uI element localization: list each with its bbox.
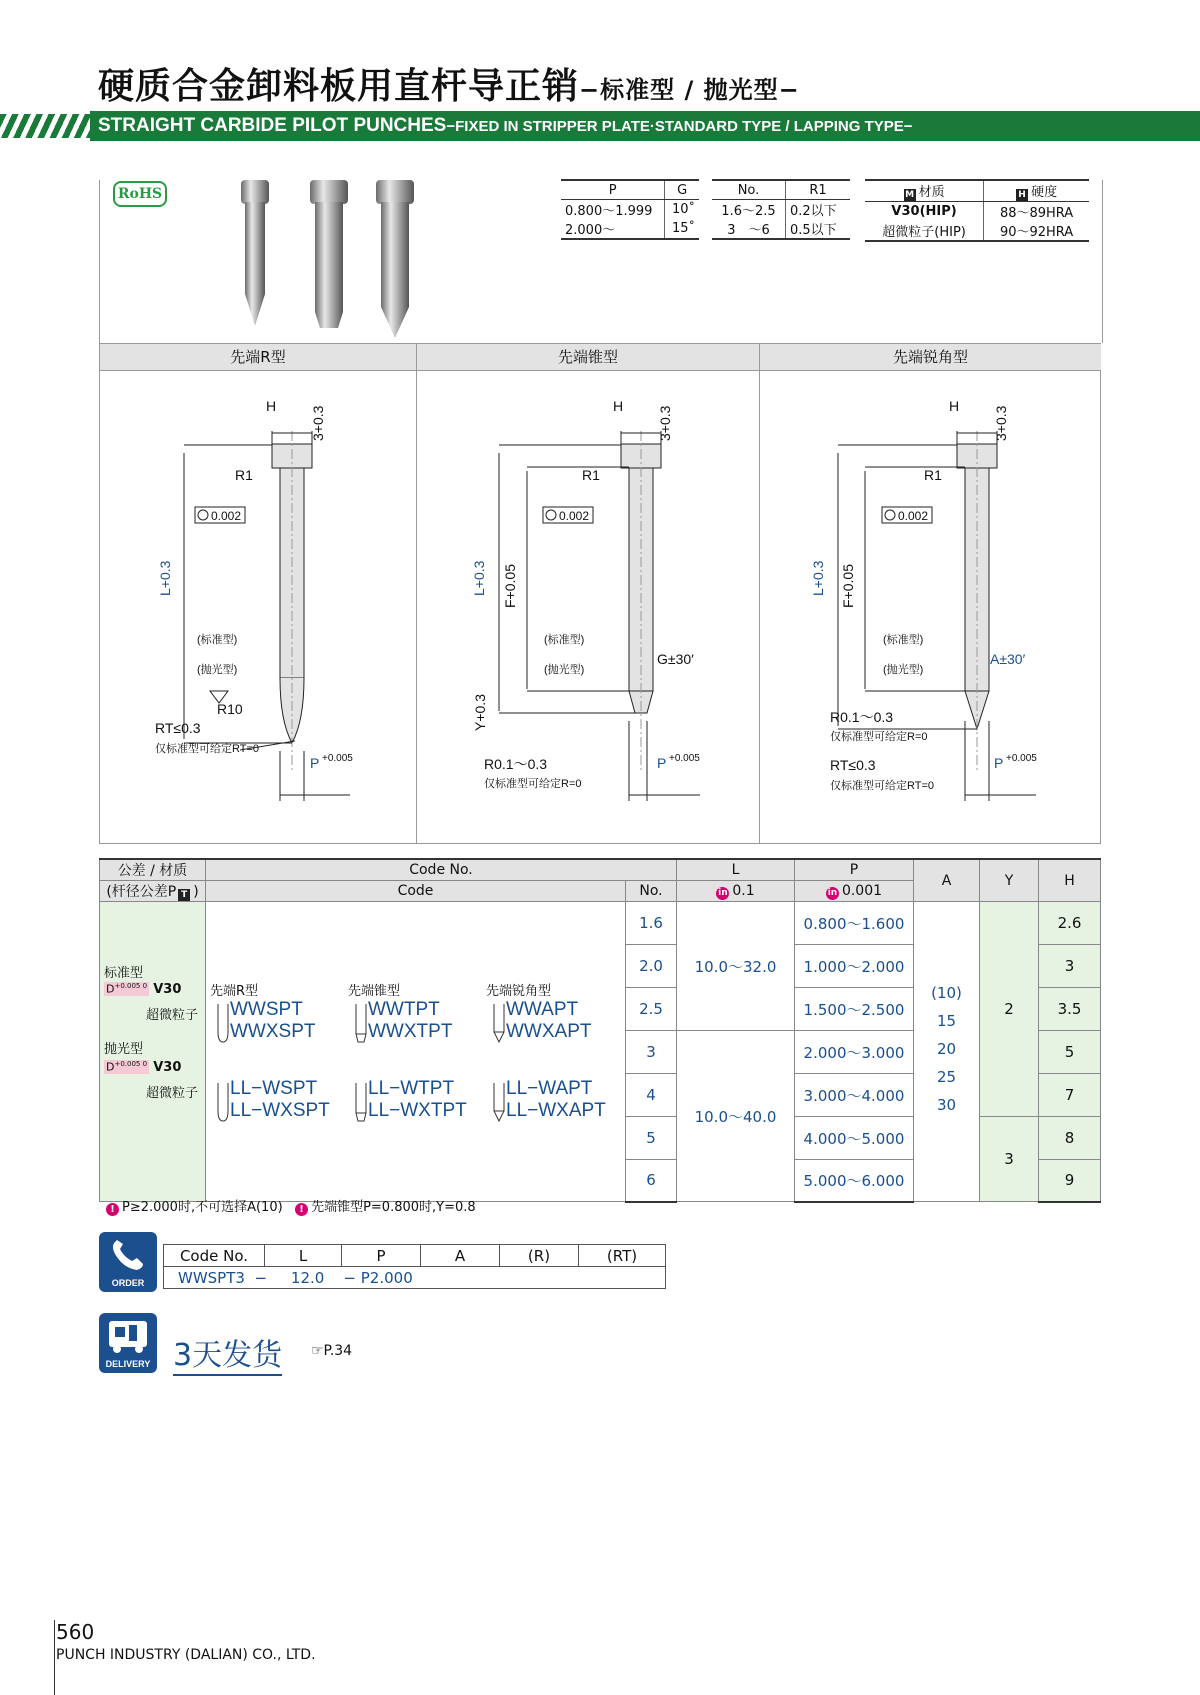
y-value-cell: 3 xyxy=(980,1117,1039,1202)
sharp-tip-icon xyxy=(492,1004,506,1044)
dim-p-tol: +0.005 xyxy=(322,753,353,764)
product-photo xyxy=(230,176,420,342)
header-p: P xyxy=(795,859,914,881)
drawing-r-type xyxy=(100,371,416,844)
type-label-sharp: 先端锐角型 xyxy=(486,984,552,999)
cell: 0.5以下 xyxy=(785,219,850,239)
code-group-lap-sharp xyxy=(506,1078,606,1122)
p-range-cell: 3.000～4.000 xyxy=(795,1074,914,1117)
cell: 15˚ xyxy=(665,219,699,239)
d-tol: +0.005 0 xyxy=(114,981,148,990)
page-number: 560 xyxy=(56,1620,95,1644)
note-standard: (标准型) xyxy=(883,634,924,646)
code-group-lap-r xyxy=(230,1078,330,1122)
cell: 10˚ xyxy=(665,200,699,220)
header-shank-label: (杆径公差P xyxy=(106,884,177,900)
dim-3: 3+0.3 xyxy=(657,405,673,441)
cell: 3 ～6 xyxy=(712,219,785,239)
drawing-taper-type xyxy=(417,371,759,844)
header-p-unit xyxy=(795,881,914,902)
phone-icon xyxy=(99,1232,157,1276)
header-no: No. xyxy=(712,180,785,200)
l-range-cell: 10.0～40.0 xyxy=(677,1031,795,1202)
dim-p: P xyxy=(994,755,1004,771)
note-rt: 仅标准型可给定RT=0 xyxy=(155,743,260,755)
note-standard: (标准型) xyxy=(197,634,238,646)
header-p: P xyxy=(561,180,665,200)
drawings-box xyxy=(99,343,1101,844)
p-range-cell: 2.000～3.000 xyxy=(795,1031,914,1074)
dim-r1: R1 xyxy=(582,467,600,483)
dim-l: L+0.3 xyxy=(157,560,173,596)
order-header-p: P xyxy=(342,1245,421,1267)
p-range-cell: 4.000～5.000 xyxy=(795,1117,914,1160)
title-cn-sub: −标准型 / 抛光型− xyxy=(579,76,800,104)
p-g-table xyxy=(561,179,699,240)
dim-g-angle: G±30′ xyxy=(657,651,694,667)
header-r1: R1 xyxy=(785,180,850,200)
delivery-days: 3天发货 xyxy=(173,1330,282,1376)
cell: 超微粒子(HIP) xyxy=(865,221,984,241)
order-header-l: L xyxy=(265,1245,342,1267)
order-dash: − xyxy=(254,1268,268,1287)
company-name: PUNCH INDUSTRY (DALIAN) CO., LTD. xyxy=(56,1647,316,1663)
l-range-cell: 10.0～32.0 xyxy=(677,902,795,1031)
taper-tip-icon xyxy=(354,1004,368,1044)
dim-l: L+0.3 xyxy=(810,560,826,596)
p-range-cell: 0.800～1.600 xyxy=(795,902,914,945)
warning-icon: ! xyxy=(295,1203,308,1216)
title-en xyxy=(98,115,913,137)
code-group-std-taper xyxy=(368,999,452,1043)
note-rt: 仅标准型可给定RT=0 xyxy=(830,780,935,792)
hatch-decoration xyxy=(0,114,100,138)
note-r-tip: 仅标准型可给定R=0 xyxy=(830,731,928,743)
title-cn-main: 硬质合金卸料板用直杆导正销 xyxy=(98,66,580,107)
inch-icon: in xyxy=(718,887,728,898)
order-example-table xyxy=(163,1244,666,1289)
p-unit-value: 0.001 xyxy=(841,882,883,899)
r1-table xyxy=(712,179,850,240)
h-value-cell: 5 xyxy=(1039,1031,1101,1074)
type-label-r: 先端R型 xyxy=(210,984,259,999)
order-header-rt: (RT) xyxy=(579,1245,666,1267)
code-wwxtpt: WWXTPT xyxy=(368,1021,453,1042)
standard-material xyxy=(104,982,181,997)
a-value: 20 xyxy=(936,1039,957,1058)
no-cell: 6 xyxy=(626,1160,677,1202)
h-value-cell: 8 xyxy=(1039,1117,1101,1160)
truck-icon xyxy=(99,1313,157,1357)
code-wwxapt: WWXAPT xyxy=(506,1021,592,1042)
a-value: (10) xyxy=(931,983,962,1002)
cell: 2.000～ xyxy=(561,219,665,239)
h-value-cell: 3.5 xyxy=(1039,988,1101,1031)
header-y: Y xyxy=(980,859,1039,902)
note-lapping: (抛光型) xyxy=(197,664,238,676)
cell: 0.2以下 xyxy=(785,200,850,220)
type-label-taper: 先端锥型 xyxy=(348,984,401,999)
code-wwxspt: WWXSPT xyxy=(230,1021,316,1042)
dim-l: L+0.3 xyxy=(471,560,487,596)
cell: 1.6～2.5 xyxy=(721,204,776,219)
note-lapping: (抛光型) xyxy=(883,664,924,676)
dim-p: P xyxy=(310,755,320,771)
dim-flatness: 0.002 xyxy=(898,509,929,523)
code-wwspt: WWSPT xyxy=(230,999,303,1020)
pin-taper-type-image xyxy=(310,180,348,328)
cell: 90～92HRA xyxy=(984,221,1089,241)
material-table xyxy=(865,179,1089,242)
d-tolerance-badge xyxy=(104,1060,149,1074)
pin-sharp-type-image xyxy=(376,180,414,338)
hardness-icon: H xyxy=(1016,189,1028,201)
dim-flatness: 0.002 xyxy=(211,509,242,523)
header-material xyxy=(865,180,984,202)
dim-flatness: 0.002 xyxy=(559,509,590,523)
micro-grain-label: 超微粒子 xyxy=(146,1085,199,1101)
dim-3: 3+0.3 xyxy=(993,405,1009,441)
cell: 88～89HRA xyxy=(984,202,1089,222)
sharp-tip-icon xyxy=(492,1083,506,1123)
no-cell: 5 xyxy=(626,1117,677,1160)
header-l-unit xyxy=(677,881,795,902)
dim-r1: R1 xyxy=(235,467,253,483)
a-value: 15 xyxy=(936,1011,957,1030)
micro-grain-label: 超微粒子 xyxy=(146,1007,199,1023)
order-header-r: (R) xyxy=(500,1245,579,1267)
order-header-a: A xyxy=(421,1245,500,1267)
code-ll-wtpt: LL−WTPT xyxy=(368,1078,455,1099)
r-tip-icon xyxy=(216,1083,230,1123)
lapping-material xyxy=(104,1060,181,1075)
dim-f: F+0.05 xyxy=(502,564,518,608)
dim-r1: R1 xyxy=(924,467,942,483)
d-tol: +0.005 0 xyxy=(114,1059,148,1068)
a-value: 25 xyxy=(936,1067,957,1086)
panel-title-taper-type: 先端锥型 xyxy=(417,344,759,371)
code-group-lap-taper xyxy=(368,1078,467,1122)
code-group-std-sharp xyxy=(506,999,592,1043)
order-example-row xyxy=(164,1267,666,1289)
note-standard: (标准型) xyxy=(544,634,585,646)
taper-tip-icon xyxy=(354,1083,368,1123)
no-cell: 3 xyxy=(626,1031,677,1074)
dim-a-angle: A±30′ xyxy=(990,651,1026,667)
header-g: G xyxy=(665,180,699,200)
title-en-main: STRAIGHT CARBIDE PILOT PUNCHES xyxy=(98,115,447,136)
page-title xyxy=(98,58,800,109)
standard-type-label: 标准型 xyxy=(104,965,144,981)
code-ll-wapt: LL−WAPT xyxy=(506,1078,593,1099)
note-a10: P≥2.000时,不可选择A(10) xyxy=(122,1200,283,1215)
header-tolerance: 公差 / 材质 xyxy=(100,859,206,881)
l-unit-value: 0.1 xyxy=(732,882,755,899)
dim-h: H xyxy=(266,398,277,414)
note-r-tip: 仅标准型可给定R=0 xyxy=(484,778,582,790)
code-ll-wspt: LL−WSPT xyxy=(230,1078,318,1099)
panel-title-sharp-type: 先端锐角型 xyxy=(760,344,1101,371)
dim-p-tol: +0.005 xyxy=(1006,753,1037,764)
dim-r10: R10 xyxy=(217,701,243,717)
header-a: A xyxy=(914,859,980,902)
order-example-l: 12.0 xyxy=(290,1268,325,1287)
a-values-cell xyxy=(914,902,980,1202)
delivery-label: DELIVERY xyxy=(105,1359,151,1369)
material-icon: M xyxy=(905,190,915,200)
header-shank-tolerance: (杆径公差P T ) xyxy=(100,881,206,902)
r-tip-icon xyxy=(216,1004,230,1044)
h-value-cell: 2.6 xyxy=(1039,902,1101,945)
order-example-p: P2.000 xyxy=(360,1268,413,1287)
inch-icon: in xyxy=(827,887,838,898)
h-value-cell: 3 xyxy=(1039,945,1101,988)
delivery-page-link[interactable]: ☞P.34 xyxy=(311,1343,353,1359)
code-wwtpt: WWTPT xyxy=(368,999,440,1020)
code-group-std-r xyxy=(230,999,316,1043)
code-ll-wxtpt: LL−WXTPT xyxy=(368,1100,467,1121)
dim-r-tip: R0.1～0.3 xyxy=(484,756,548,772)
drawing-sharp-type xyxy=(760,371,1101,844)
code-cell xyxy=(206,902,626,1202)
v30-label: V30 xyxy=(153,1059,182,1075)
dim-f: F+0.05 xyxy=(840,564,856,608)
p-range-cell: 5.000～6.000 xyxy=(795,1160,914,1202)
dim-p-tol: +0.005 xyxy=(669,753,700,764)
dim-y: Y+0.3 xyxy=(472,694,488,731)
no-cell: 1.6 xyxy=(626,902,677,945)
order-header-code: Code No. xyxy=(164,1245,265,1267)
d-label: D xyxy=(106,1060,115,1074)
header-l: L xyxy=(677,859,795,881)
material-cell xyxy=(100,902,206,1202)
header-code-no: Code No. xyxy=(206,859,677,881)
header-hardness xyxy=(984,180,1089,202)
footer-divider xyxy=(54,1620,55,1695)
header-h: H xyxy=(1039,859,1101,902)
spec-table xyxy=(99,858,1101,1203)
tolerance-icon: T xyxy=(178,889,190,901)
dim-rt: RT≤0.3 xyxy=(155,720,201,736)
p-range-cell: 1.000～2.000 xyxy=(795,945,914,988)
d-tolerance-badge xyxy=(104,982,149,996)
v30-label: V30 xyxy=(153,981,182,997)
header-code: Code xyxy=(206,881,626,902)
dim-r-tip: R0.1～0.3 xyxy=(830,709,894,725)
note-taper-y: 先端锥型P=0.800时,Y=0.8 xyxy=(311,1200,476,1215)
title-band xyxy=(0,111,1200,141)
notes-line xyxy=(106,1196,476,1216)
y-value-cell: 2 xyxy=(980,902,1039,1117)
no-cell: 2.5 xyxy=(626,988,677,1031)
dim-rt: RT≤0.3 xyxy=(830,757,876,773)
code-ll-wxspt: LL−WXSPT xyxy=(230,1100,330,1121)
dim-p: P xyxy=(657,755,667,771)
note-lapping: (抛光型) xyxy=(544,664,585,676)
code-wwapt: WWAPT xyxy=(506,999,579,1020)
delivery-icon xyxy=(99,1313,157,1373)
h-value-cell: 9 xyxy=(1039,1160,1101,1202)
pin-r-type-image xyxy=(241,180,269,326)
order-label: ORDER xyxy=(111,1278,145,1288)
header-no: No. xyxy=(626,881,677,902)
rohs-badge: RoHS xyxy=(113,181,167,207)
dim-h: H xyxy=(613,398,624,414)
header-material-label: 材质 xyxy=(918,185,945,200)
dim-3: 3+0.3 xyxy=(310,405,326,441)
d-label: D xyxy=(106,982,115,996)
cell: 0.800～1.999 xyxy=(565,204,653,219)
no-cell: 2.0 xyxy=(626,945,677,988)
warning-icon: ! xyxy=(106,1203,119,1216)
header-hardness-label: 硬度 xyxy=(1031,185,1058,200)
title-en-sub: −FIXED IN STRIPPER PLATE·STANDARD TYPE / LAPPING TYPE− xyxy=(446,118,913,135)
code-ll-wxapt: LL−WXAPT xyxy=(506,1100,606,1121)
p-range-cell: 1.500～2.500 xyxy=(795,988,914,1031)
lapping-type-label: 抛光型 xyxy=(104,1041,144,1057)
a-value: 30 xyxy=(936,1095,957,1114)
order-dash: − xyxy=(343,1268,356,1287)
order-icon xyxy=(99,1232,157,1292)
no-cell: 4 xyxy=(626,1074,677,1117)
cell: V30(HIP) xyxy=(891,204,957,219)
h-value-cell: 7 xyxy=(1039,1074,1101,1117)
order-example-code: WWSPT3 xyxy=(178,1268,245,1287)
dim-h: H xyxy=(949,398,960,414)
panel-title-r-type: 先端R型 xyxy=(100,344,416,371)
